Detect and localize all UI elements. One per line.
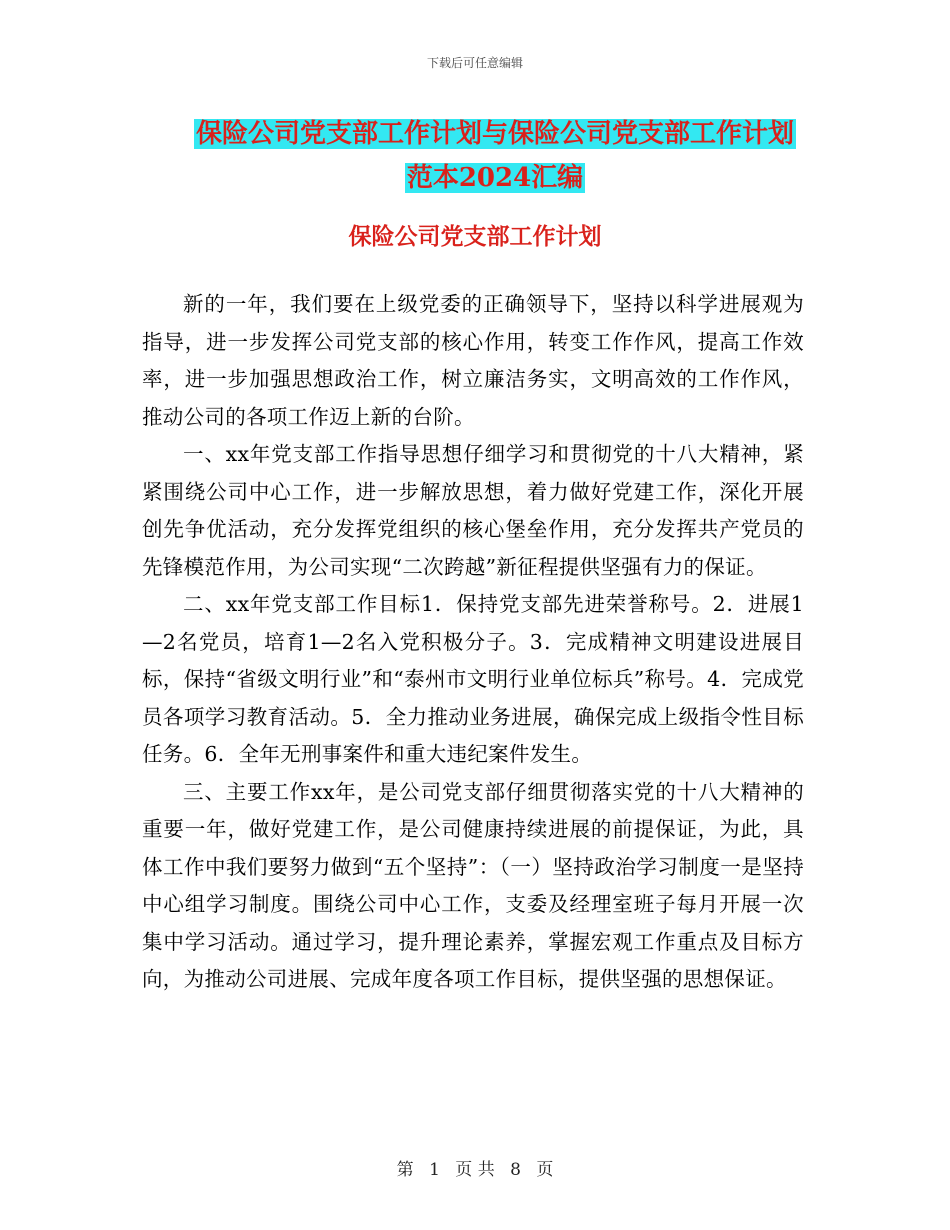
document-title-line2: 范本2024汇编 (406, 163, 584, 193)
header-note: 下载后可任意编辑 (426, 56, 523, 70)
page-prefix: 第 (396, 1160, 414, 1180)
paragraph: 新的一年，我们要在上级党委的正确领导下，坚持以科学进展观为指导，进一步发挥公司党支部的核心作用，转变工作作风，提高工作效率，进一步加强思想政治工作，树立廉洁务实，文明高效的工作作风，推动公司的各项工作迈上新的台阶。 (142, 292, 804, 429)
document-body (142, 286, 804, 999)
page-total: 8 (510, 1160, 521, 1180)
paragraph: 二、xx年党支部工作目标1．保持党支部先进荣誉称号。2．进展1—2名党员，培育1—2名入党积极分子。3．完成精神文明建设进展目标，保持“省级文明行业”和“泰州市文明行业单位标兵”称号。4．完成党员各项学习教育活动。5．全力推动业务进展，确保完成上级指令性目标任务。6．全年无刑事案件和重大违纪案件发生。 (142, 592, 804, 766)
page-footer (0, 1155, 950, 1180)
document-title (150, 112, 840, 200)
paragraph: 一、xx年党支部工作指导思想仔细学习和贯彻党的十八大精神，紧紧围绕公司中心工作，进一步解放思想，着力做好党建工作，深化开展创先争优活动，充分发挥党组织的核心堡垒作用，充分发挥共产党员的先锋模范作用，为公司实现“二次跨越”新征程提供坚强有力的保证。 (142, 442, 804, 579)
document-title-line1: 保险公司党支部工作计划与保险公司党支部工作计划 (195, 119, 794, 149)
page-current: 1 (429, 1160, 440, 1180)
paragraph: 三、主要工作xx年，是公司党支部仔细贯彻落实党的十八大精神的重要一年，做好党建工作，是公司健康持续进展的前提保证，为此，具体工作中我们要努力做到“五个坚持”：（一）坚持政治学习制度一是坚持中心组学习制度。围绕公司中心工作，支委及经理室班子每月开展一次集中学习活动。通过学习，提升理论素养，掌握宏观工作重点及目标方向，为推动公司进展、完成年度各项工作目标，提供坚强的思想保证。 (142, 779, 804, 991)
section-title: 保险公司党支部工作计划 (348, 223, 602, 250)
page-mid: 页 共 (455, 1160, 495, 1180)
page-suffix: 页 (536, 1160, 554, 1180)
